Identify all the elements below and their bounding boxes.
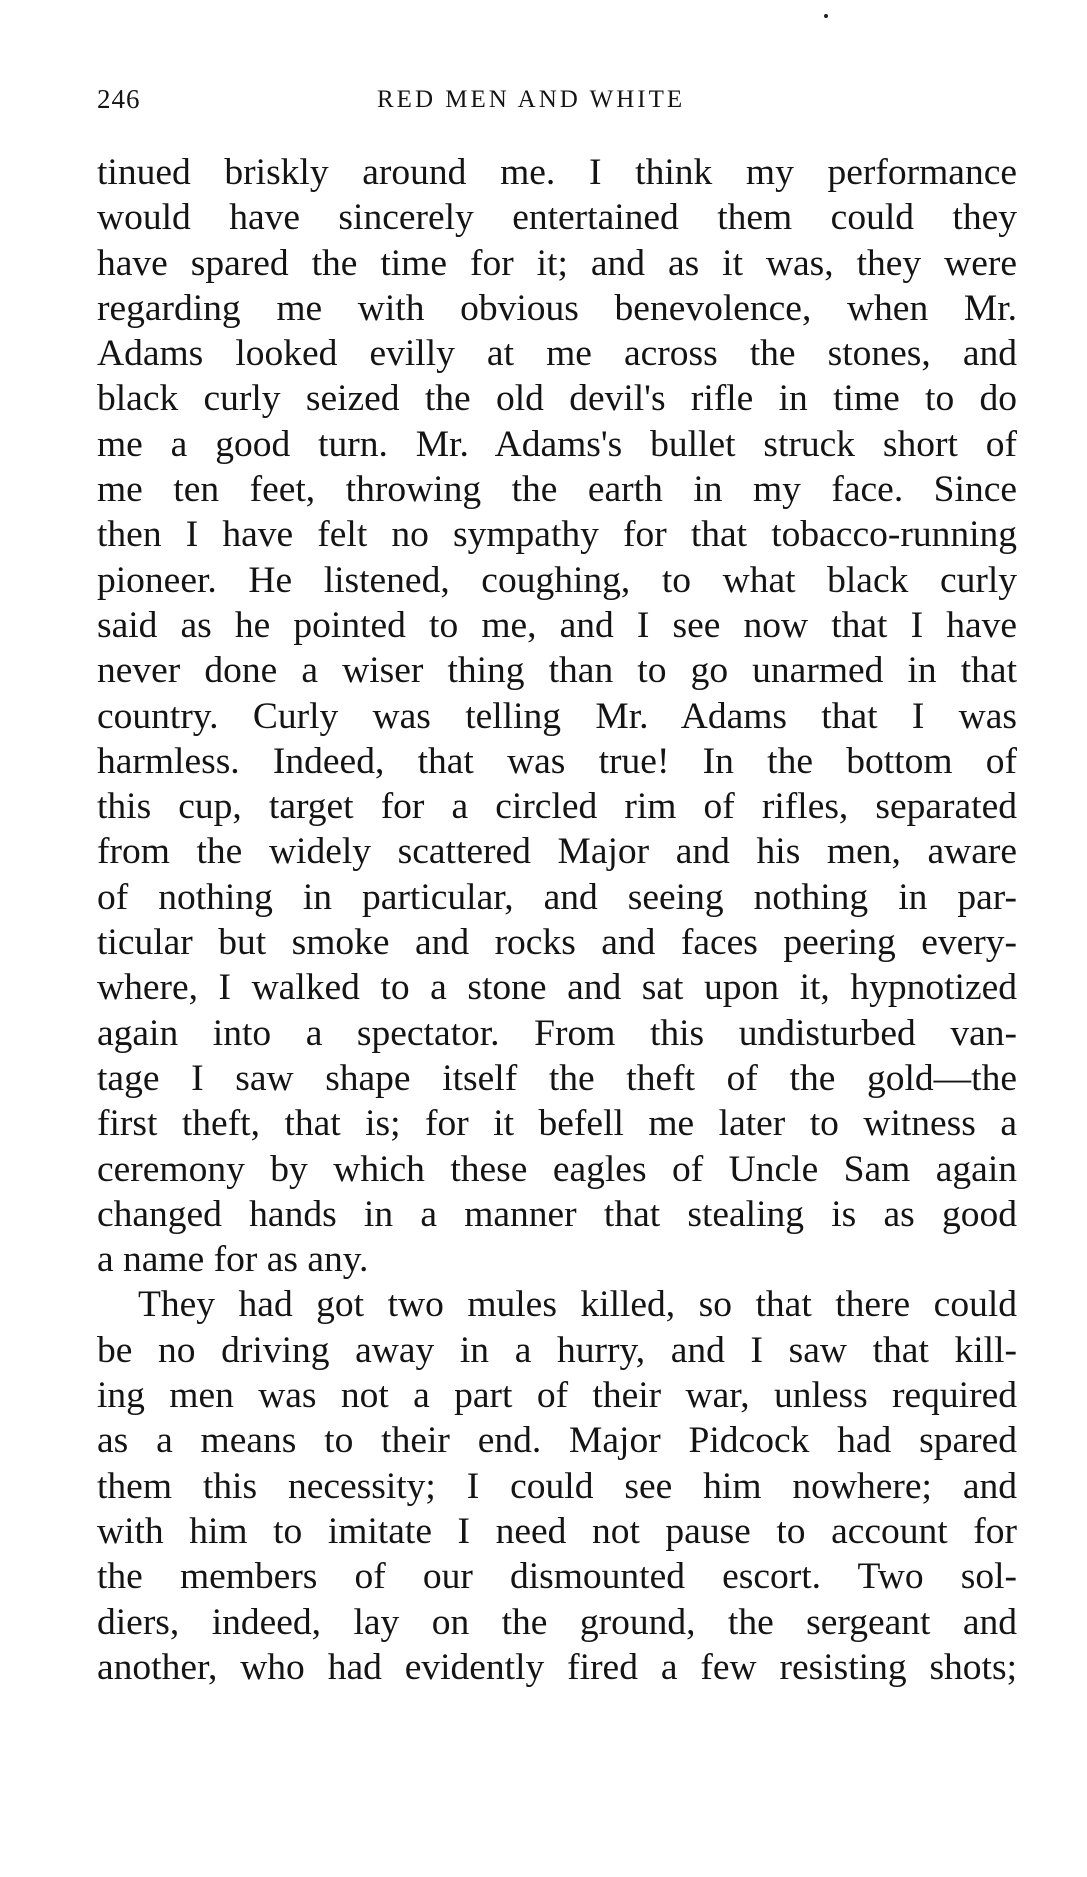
text-line: the members of our dismounted escort. Two sol- xyxy=(97,1556,1017,1598)
text-line: be no driving away in a hurry, and I saw that kill- xyxy=(97,1329,1017,1371)
text-line: with him to imitate I need not pause to account for xyxy=(97,1510,1017,1552)
text-line: ceremony by which these eagles of Uncle Sam again xyxy=(97,1148,1017,1190)
text-line: this cup, target for a circled rim of rifles, separated xyxy=(97,786,1017,828)
text-line: tinued briskly around me. I think my performance xyxy=(97,152,1017,193)
text-line: from the widely scattered Major and his men, aware xyxy=(97,831,1017,873)
text-line: would have sincerely entertained them could they xyxy=(97,197,1017,239)
text-line: black curly seized the old devil's rifle in time to do xyxy=(97,378,1017,420)
text-line: of nothing in particular, and seeing nothing in par- xyxy=(97,876,1017,918)
text-line: a name for as any. xyxy=(97,1239,369,1281)
text-line: pioneer. He listened, coughing, to what black curly xyxy=(97,559,1017,601)
body-text xyxy=(97,150,1017,1690)
text-line: another, who had evidently fired a few resisting shots; xyxy=(97,1646,1017,1688)
text-line: me ten feet, throwing the earth in my face. Since xyxy=(97,469,1017,511)
text-line: again into a spectator. From this undisturbed van- xyxy=(97,1012,1017,1054)
page-number: 246 xyxy=(97,84,141,114)
text-line: have spared the time for it; and as it was, they were xyxy=(97,242,1017,284)
text-line: ticular but smoke and rocks and faces peering every- xyxy=(97,922,1017,964)
text-line: harmless. Indeed, that was true! In the bottom of xyxy=(97,740,1017,782)
text-line: ing men was not a part of their war, unless required xyxy=(97,1375,1017,1417)
text-line: then I have felt no sympathy for that tobacco-running xyxy=(97,514,1017,556)
text-line: diers, indeed, lay on the ground, the sergeant and xyxy=(97,1601,1017,1643)
text-line: them this necessity; I could see him nowhere; and xyxy=(97,1465,1017,1507)
text-line: said as he pointed to me, and I see now that I have xyxy=(97,604,1017,646)
text-line: as a means to their end. Major Pidcock had spared xyxy=(97,1420,1017,1462)
text-line: where, I walked to a stone and sat upon it, hypnotized xyxy=(97,967,1017,1009)
print-speck xyxy=(824,14,828,18)
text-line: first theft, that is; for it befell me later to witness a xyxy=(97,1103,1017,1145)
text-line: never done a wiser thing than to go unarmed in that xyxy=(97,650,1017,692)
text-line: regarding me with obvious benevolence, when Mr. xyxy=(97,287,1017,329)
page-header xyxy=(97,84,1017,124)
text-line: changed hands in a manner that stealing is as good xyxy=(97,1193,1017,1235)
text-line: tage I saw shape itself the theft of the gold—the xyxy=(97,1057,1017,1099)
running-head: RED MEN AND WHITE xyxy=(377,86,686,113)
text-line: me a good turn. Mr. Adams's bullet struck short of xyxy=(97,423,1017,465)
text-line: Adams looked evilly at me across the stones, and xyxy=(97,333,1017,375)
text-line: They had got two mules killed, so that there could xyxy=(138,1284,1017,1326)
text-line: country. Curly was telling Mr. Adams that I was xyxy=(97,695,1017,737)
